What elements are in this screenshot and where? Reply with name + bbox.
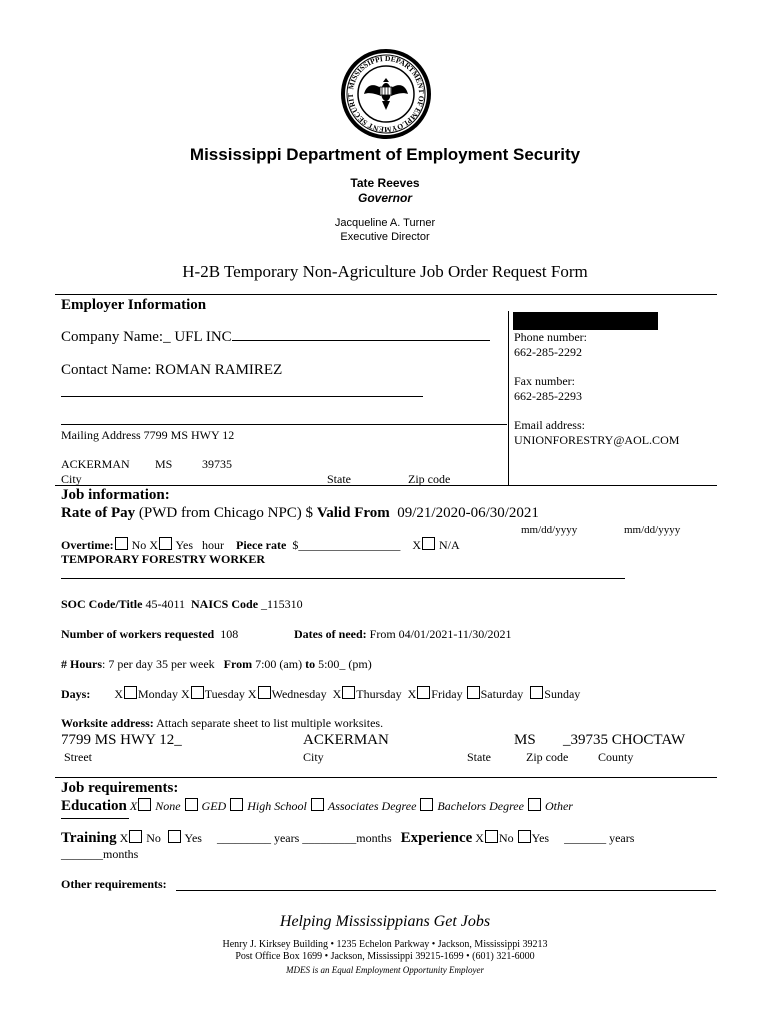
dates-value[interactable]: From 04/01/2021-11/30/2021 <box>369 627 512 641</box>
overtime-row <box>61 537 460 553</box>
worksite-row <box>61 716 383 731</box>
requirements-section-title: Job requirements: <box>61 780 179 796</box>
day-mark: X <box>332 687 342 701</box>
training-no-label: No <box>146 831 161 845</box>
date-format-1: mm/dd/yyyy <box>521 524 578 536</box>
email-value[interactable]: UNIONFORESTRY@AOL.COM <box>514 433 680 447</box>
edu-option: High School <box>247 799 307 813</box>
form-title: H-2B Temporary Non-Agriculture Job Order Request Form <box>182 262 588 281</box>
overtime-yes-mark: X <box>149 538 158 552</box>
svg-text:MISSISSIPPI DEPARTMENT OF EMPL: MISSISSIPPI DEPARTMENT OF EMPLOYMENT SECURIT <box>345 53 427 135</box>
governor-name: Tate Reeves <box>350 176 420 190</box>
naics-value[interactable]: _115310 <box>261 597 303 611</box>
na-checkbox[interactable] <box>422 537 435 550</box>
day-label: Monday <box>138 687 179 701</box>
director-name: Jacqueline A. Turner <box>334 217 436 229</box>
day-label: Thursday <box>356 687 402 701</box>
contact-box-left-border <box>508 311 509 485</box>
day-checkbox-saturday[interactable] <box>467 686 480 699</box>
experience-yes-label: Yes <box>531 831 550 845</box>
hours-row <box>61 657 372 672</box>
worksite-label: Worksite address: <box>61 716 154 730</box>
day-mark: X <box>407 687 417 701</box>
experience-yes-checkbox[interactable] <box>518 830 531 843</box>
hours-value[interactable]: : 7 per day 35 per week <box>102 657 215 671</box>
day-mark: X <box>181 687 190 701</box>
edu-checkbox-ged[interactable] <box>185 798 198 811</box>
edu-checkbox-other[interactable] <box>528 798 541 811</box>
edu-option: Associates Degree <box>327 799 417 813</box>
na-mark: X <box>412 538 421 552</box>
rate-label: Rate of Pay <box>61 505 136 521</box>
workers-row <box>61 627 238 642</box>
valid-from-value[interactable]: 09/21/2020-06/30/2021 <box>397 505 539 521</box>
edu-option: Other <box>544 799 573 813</box>
day-label: Tuesday <box>204 687 245 701</box>
edu-option: GED <box>201 799 227 813</box>
day-label: Friday <box>431 687 463 701</box>
piece-rate-field[interactable]: $_________________ <box>292 538 401 552</box>
edu-mark: X <box>129 799 138 813</box>
email-label: Email address: <box>514 418 585 432</box>
redaction-bar <box>513 312 658 330</box>
experience-years-field[interactable]: _______ years <box>564 831 635 845</box>
training-months-field[interactable]: _______months <box>61 847 139 861</box>
worksite-note: Attach separate sheet to list multiple worksites. <box>156 716 384 730</box>
experience-no-label: No <box>498 831 514 845</box>
soc-row <box>61 597 303 612</box>
divider <box>55 294 717 295</box>
fax-label: Fax number: <box>514 374 575 388</box>
contact-underline <box>61 396 423 397</box>
ws-county-caption: County <box>598 750 634 764</box>
divider <box>55 485 717 486</box>
overtime-no-label: No <box>131 538 147 552</box>
to-label: to <box>305 657 316 671</box>
state-seal <box>340 48 432 140</box>
contact-name-field[interactable]: Contact Name: ROMAN RAMIREZ <box>61 362 283 378</box>
dates-of-need-row <box>294 627 512 642</box>
edu-checkbox-high-school[interactable] <box>230 798 243 811</box>
ws-state-caption: State <box>467 750 491 764</box>
overtime-label: Overtime: <box>61 538 114 552</box>
training-mark: X <box>119 831 129 845</box>
training-row <box>61 830 634 847</box>
ws-zip-caption: Zip code <box>526 750 569 764</box>
overtime-yes-checkbox[interactable] <box>159 537 172 550</box>
days-label: Days: <box>61 687 91 701</box>
agency-name: Mississippi Department of Employment Security <box>189 145 581 164</box>
footer-eeo: MDES is an Equal Employment Opportunity Employer <box>286 965 484 975</box>
edu-checkbox-bachelors[interactable] <box>420 798 433 811</box>
dates-label: Dates of need: <box>294 627 367 641</box>
day-checkbox-sunday[interactable] <box>530 686 543 699</box>
hour-label: hour <box>202 538 225 552</box>
job-title-line <box>61 578 625 579</box>
workers-label: Number of workers requested <box>61 627 215 641</box>
footer-address-1: Henry J. Kirksey Building • 1235 Echelon Parkway • Jackson, Mississippi 39213 <box>222 939 548 950</box>
job-section-title: Job information: <box>61 487 170 503</box>
workers-value[interactable]: 108 <box>220 627 239 641</box>
divider <box>55 777 717 778</box>
other-requirements-field[interactable] <box>176 890 716 891</box>
day-checkbox-monday[interactable] <box>124 686 137 699</box>
edu-checkbox-none[interactable] <box>138 798 151 811</box>
date-format-2: mm/dd/yyyy <box>624 524 681 536</box>
edu-option: Bachelors Degree <box>437 799 524 813</box>
edu-checkbox-associates[interactable] <box>311 798 324 811</box>
piece-rate-label: Piece rate <box>236 538 287 552</box>
other-requirements-label: Other requirements: <box>61 877 167 891</box>
employer-section-title: Employer Information <box>61 297 207 313</box>
valid-from-label: Valid From <box>316 505 390 521</box>
mailing-address[interactable]: Mailing Address 7799 MS HWY 12 <box>61 428 235 442</box>
day-mark: X <box>247 687 257 701</box>
day-checkbox-friday[interactable] <box>417 686 430 699</box>
experience-mark: X <box>475 831 484 845</box>
mailing-line <box>61 424 507 425</box>
director-title: Executive Director <box>340 231 430 243</box>
worksite-city[interactable]: ACKERMAN <box>303 732 389 748</box>
fax-value[interactable]: 662-285-2293 <box>514 389 582 403</box>
soc-value[interactable]: 45-4011 <box>145 597 186 611</box>
education-underline <box>61 818 129 819</box>
employer-state[interactable]: MS <box>155 457 173 471</box>
day-label: Wednesday <box>271 687 327 701</box>
day-label: Saturday <box>480 687 524 701</box>
day-label: Sunday <box>544 687 581 701</box>
job-title[interactable]: TEMPORARY FORESTRY WORKER <box>61 552 266 566</box>
experience-no-checkbox[interactable] <box>485 830 498 843</box>
rate-of-pay-row <box>61 505 539 522</box>
education-label: Education <box>61 798 127 814</box>
day-mark: X <box>114 687 124 701</box>
training-no-checkbox[interactable] <box>129 830 142 843</box>
state-caption: State <box>327 472 351 486</box>
worksite-zip-county[interactable]: _39735 CHOCTAW <box>563 732 686 748</box>
zip-caption: Zip code <box>408 472 451 486</box>
worksite-state[interactable]: MS <box>514 732 536 748</box>
city-caption: City <box>61 472 82 486</box>
phone-label: Phone number: <box>514 330 587 344</box>
na-label: N/A <box>438 538 460 552</box>
from-value[interactable]: 7:00 (am) <box>255 657 303 671</box>
employer-city[interactable]: ACKERMAN <box>61 457 130 471</box>
footer-address-2: Post Office Box 1699 • Jackson, Mississippi 39215-1699 • (601) 321-6000 <box>235 951 535 962</box>
experience-label: Experience <box>400 830 473 846</box>
company-name-field[interactable]: Company Name:_ UFL INC <box>61 329 490 346</box>
days-row <box>61 686 580 702</box>
overtime-yes-label: Yes <box>175 538 194 552</box>
street-caption: Street <box>64 750 92 764</box>
governor-title: Governor <box>357 191 412 205</box>
hours-label: # Hours <box>61 657 103 671</box>
overtime-no-checkbox[interactable] <box>115 537 128 550</box>
ws-city-caption: City <box>303 750 324 764</box>
training-label: Training <box>61 830 117 846</box>
edu-option: None <box>155 799 181 813</box>
worksite-street[interactable]: 7799 MS HWY 12_ <box>61 732 182 748</box>
training-duration-field[interactable]: _________ years _________months <box>216 831 392 845</box>
from-label: From <box>223 657 253 671</box>
day-checkbox-tuesday[interactable] <box>191 686 204 699</box>
training-yes-checkbox[interactable] <box>168 830 181 843</box>
employer-zip[interactable]: 39735 <box>202 457 232 471</box>
rate-note: (PWD from Chicago NPC) $ <box>138 505 314 521</box>
day-checkbox-wednesday[interactable] <box>258 686 271 699</box>
day-checkbox-thursday[interactable] <box>342 686 355 699</box>
to-value[interactable]: 5:00_ (pm) <box>318 657 372 671</box>
phone-value[interactable]: 662-285-2292 <box>514 345 582 359</box>
education-row <box>61 798 573 815</box>
naics-label: NAICS Code <box>191 597 259 611</box>
footer-slogan: Helping Mississippians Get Jobs <box>279 913 491 930</box>
soc-label: SOC Code/Title <box>61 597 143 611</box>
training-yes-label: Yes <box>184 831 202 845</box>
